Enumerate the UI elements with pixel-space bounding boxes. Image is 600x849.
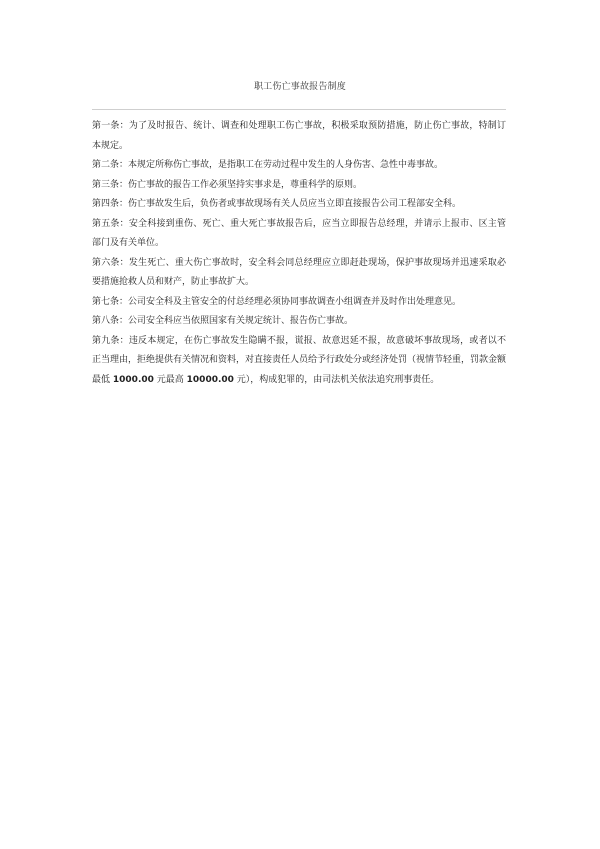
title-divider xyxy=(92,109,506,110)
clause-text: 公司安全科及主管安全的付总经理必须协同事故调查小组调查并及时作出处理意见。 xyxy=(128,296,462,307)
clause-text: 伤亡事故发生后，负伤者或事故现场有关人员应当立即直接报告公司工程部安全科。 xyxy=(128,199,462,209)
clause-2 xyxy=(92,156,506,176)
clause-text: 本规定所称伤亡事故，是指职工在劳动过程中发生的人身伤害、急性中毒事故。 xyxy=(128,160,444,170)
clause-7 xyxy=(92,293,506,313)
fine-minimum-amount: 1000.00 xyxy=(112,374,154,385)
clause-label: 第二条： xyxy=(92,160,129,170)
clause-text: 元），构成犯罪的，由司法机关依法追究刑事责任。 xyxy=(236,374,440,385)
clause-text: 发生死亡、重大伤亡事故时，安全科会同总经理应立即赶赴现场，保护事故现场并迅速采取必要措施抢救人员和财产，防止事故扩大。 xyxy=(92,257,506,287)
clause-label: 第六条： xyxy=(92,257,129,268)
document-title: 职工伤亡事故报告制度 xyxy=(253,82,346,92)
clause-3 xyxy=(92,176,506,196)
clause-label: 第七条： xyxy=(92,296,129,307)
clause-text: 违反本规定，在伤亡事故发生隐瞒不报，谎报、故意迟延不报，故意破坏事故现场，或者以不正当理由，拒绝提供有关情况和资料，对直接责任人员给予行政处分或经济处罚（视情节轻重，罚款金额最低 xyxy=(92,335,507,385)
clause-label: 第九条： xyxy=(92,335,129,346)
document-body xyxy=(92,117,506,390)
clause-6 xyxy=(92,254,506,293)
clause-text: 为了及时报告、统计、调查和处理职工伤亡事故，积极采取预防措施，防止伤亡事故，特制订本规定。 xyxy=(92,121,506,151)
clause-9 xyxy=(92,332,506,391)
clause-1 xyxy=(92,117,506,156)
clause-label: 第四条： xyxy=(92,199,129,209)
clause-text: 公司安全科应当依照国家有关规定统计、报告伤亡事故。 xyxy=(128,316,354,326)
clause-label: 第五条： xyxy=(92,218,129,229)
clause-text: 伤亡事故的报告工作必须坚持实事求是，尊重科学的原则。 xyxy=(128,179,363,190)
clause-label: 第一条： xyxy=(92,121,129,131)
clause-4 xyxy=(92,195,506,215)
clause-5 xyxy=(92,215,506,254)
fine-maximum-amount: 10000.00 xyxy=(186,374,234,385)
clause-label: 第三条： xyxy=(92,179,129,190)
clause-text: 安全科接到重伤、死亡、重大死亡事故报告后，应当立即报告总经理，并请示上报市、区主管部门及有关单位。 xyxy=(92,218,506,248)
clause-8 xyxy=(92,312,506,332)
clause-label: 第八条： xyxy=(92,316,129,326)
clause-text: 元最高 xyxy=(156,374,184,385)
